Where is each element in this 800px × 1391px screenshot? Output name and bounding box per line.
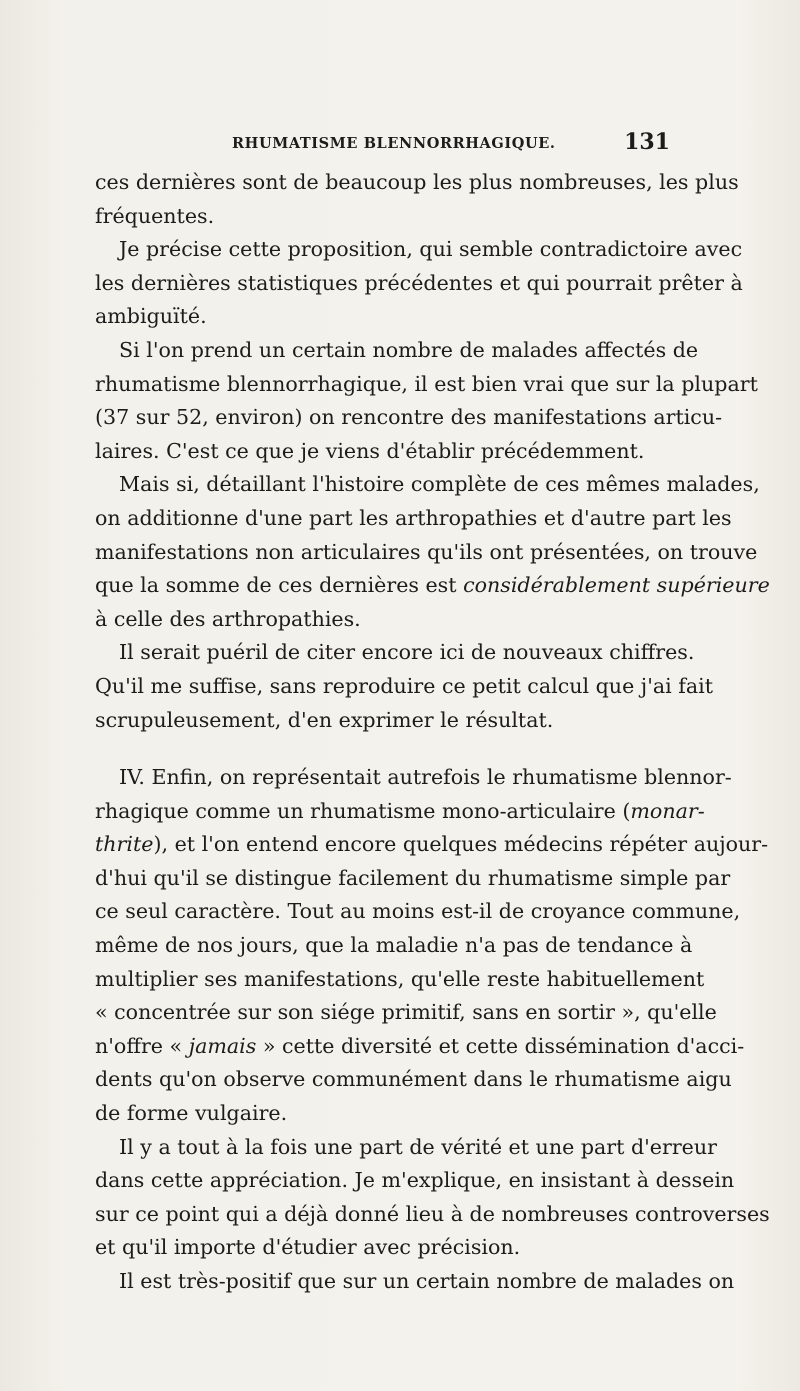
paragraph	[95, 468, 770, 636]
text-line: Si l'on prend un certain nombre de malades affectés de	[119, 337, 699, 362]
text-line: (37 sur 52, environ) on rencontre des manifestations articu-	[95, 405, 723, 430]
italic-emphasis: considérablement supérieure	[463, 573, 770, 598]
paragraph	[95, 166, 739, 233]
text-line: scrupuleusement, d'en exprimer le résultat.	[95, 707, 554, 732]
text-line: ces dernières sont de beaucoup les plus nombreuses, les plus	[95, 170, 739, 194]
text-line: Qu'il me suffise, sans reproduire ce petit calcul que j'ai fait	[95, 673, 714, 698]
text-line: on additionne d'une part les arthropathies et d'autre part les	[95, 505, 732, 530]
running-head-title: RHUMATISME BLENNORRHAGIQUE.	[232, 135, 556, 152]
text-fragment: » cette diversité et cette dissémination d'acci-	[256, 1033, 745, 1058]
text-line: de forme vulgaire.	[95, 1101, 288, 1126]
italic-emphasis: thrite	[95, 832, 154, 857]
text-line: les dernières statistiques précédentes et qui pourrait prêter à	[95, 270, 743, 295]
text-fragment: rhagique comme un rhumatisme mono-articulaire (	[95, 798, 631, 823]
text-line: à celle des arthropathies.	[95, 606, 361, 631]
text-line: « concentrée sur son siége primitif, sans en sortir », qu'elle	[95, 1000, 717, 1025]
paragraph	[95, 334, 758, 468]
text-line	[95, 828, 769, 862]
text-line: manifestations non articulaires qu'ils ont présentées, on trouve	[95, 539, 758, 564]
paragraph	[95, 233, 743, 334]
text-fragment: n'offre «	[95, 1033, 189, 1058]
paragraph	[95, 761, 769, 1131]
text-line: Il serait puéril de citer encore ici de nouveaux chiffres.	[119, 640, 695, 665]
text-line: Je précise cette proposition, qui semble contradictoire avec	[119, 237, 743, 262]
paragraph	[95, 1265, 735, 1299]
text-line: Il y a tout à la fois une part de vérité et une part d'erreur	[119, 1134, 717, 1159]
text-line: même de nos jours, que la maladie n'a pas de tendance à	[95, 933, 693, 958]
text-line: multiplier ses manifestations, qu'elle reste habituellement	[95, 966, 705, 991]
text-line: laires. C'est ce que je viens d'établir précédemment.	[95, 438, 645, 463]
text-line: et qu'il importe d'étudier avec précision.	[95, 1235, 521, 1260]
text-fragment: ), et l'on entend encore quelques médecins répéter aujour-	[153, 832, 769, 857]
text-line: rhumatisme blennorrhagique, il est bien vrai que sur la plupart	[95, 371, 758, 396]
text-line: sur ce point qui a déjà donné lieu à de nombreuses controverses	[95, 1201, 770, 1226]
text-line: fréquentes.	[95, 203, 215, 228]
italic-emphasis: monar-	[630, 798, 705, 823]
text-line: d'hui qu'il se distingue facilement du rhumatisme simple par	[95, 865, 731, 890]
section-gap	[95, 737, 670, 761]
text-line	[95, 569, 770, 603]
italic-emphasis: jamais	[188, 1033, 257, 1058]
text-line	[95, 1030, 745, 1064]
text-line: Mais si, détaillant l'histoire complète de ces mêmes malades,	[119, 472, 760, 497]
body-text	[95, 166, 770, 1299]
text-line: ce seul caractère. Tout au moins est-il de croyance commune,	[95, 899, 741, 924]
text-line: Il est très-positif que sur un certain nombre de malades on	[119, 1269, 735, 1293]
paragraph	[95, 1131, 770, 1265]
paragraph	[95, 636, 714, 737]
text-line: dans cette appréciation. Je m'explique, en insistant à dessein	[95, 1168, 735, 1193]
text-line	[95, 795, 705, 829]
text-fragment: que la somme de ces dernières est	[95, 573, 464, 598]
text-line: IV. Enfin, on représentait autrefois le rhumatisme blennor-	[119, 765, 732, 790]
text-line: dents qu'on observe communément dans le rhumatisme aigu	[95, 1067, 732, 1092]
text-line: ambiguïté.	[95, 304, 207, 329]
running-head	[95, 131, 670, 157]
page-number: 131	[624, 129, 670, 155]
